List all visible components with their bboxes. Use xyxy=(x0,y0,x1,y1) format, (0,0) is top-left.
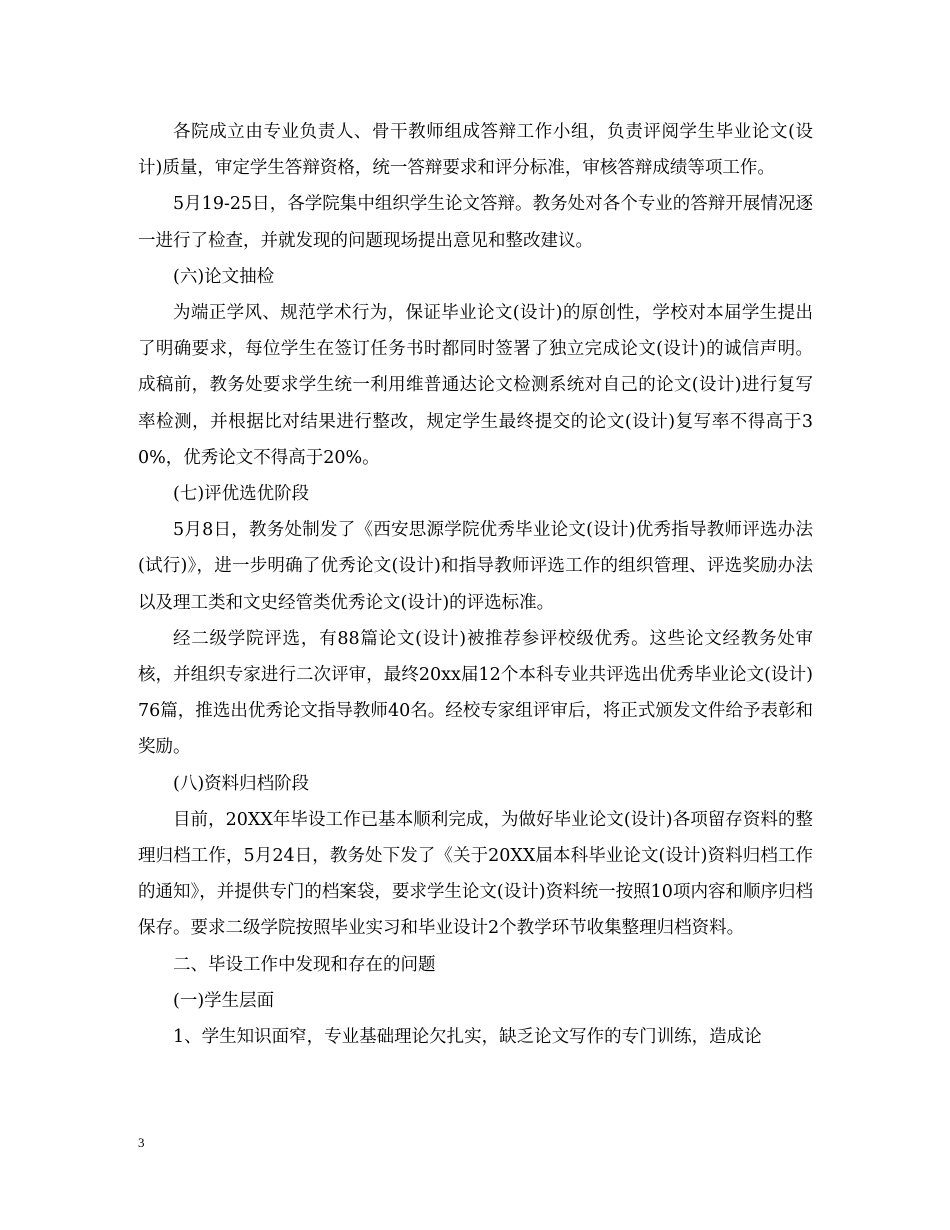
section-heading-problems: 二、毕设工作中发现和存在的问题 xyxy=(173,954,436,975)
paragraph-archiving: 目前，20XX年毕设工作已基本顺利完成，为做好毕业论文(设计)各项留存资料的整理归档工作，5月24日，教务处下发了《关于20XX届本科毕业论文(设计)资料归档工作的通知》，并提供专门的档案袋，要求学生论文(设计)资料统一按照10项内容和顺序归档保存。要求二级学院按照毕业实习和毕业设计2个教学环节收集整理归档资料。 xyxy=(138,809,813,939)
section-heading-excellence-selection: (七)评优选优阶段 xyxy=(173,484,310,505)
section-heading-thesis-check: (六)论文抽检 xyxy=(173,266,275,287)
paragraph-thesis-check: 为端正学风、规范学术行为，保证毕业论文(设计)的原创性，学校对本届学生提出了明确要求，每位学生在签订任务书时都同时签署了独立完成论文(设计)的诚信声明。成稿前，教务处要求学生统一利用维普通达论文检测系统对自己的论文(设计)进行复写率检测，并根据比对结果进行整改，规定学生最终提交的论文(设计)复写率不得高于30%，优秀论文不得高于20%。 xyxy=(138,303,813,468)
paragraph-defense-group: 各院成立由专业负责人、骨干教师组成答辩工作小组，负责评阅学生毕业论文(设计)质量，审定学生答辩资格，统一答辩要求和评分标准，审核答辩成绩等项工作。 xyxy=(138,122,813,179)
paragraph-student-problem-1: 1、学生知识面窄，专业基础理论欠扎实，缺乏论文写作的专门训练，造成论 xyxy=(173,1027,762,1048)
paragraph-defense-schedule: 5月19-25日，各学院集中组织学生论文答辩。教务处对各个专业的答辩开展情况逐一进行了检查，并就发现的问题现场提出意见和整改建议。 xyxy=(138,194,813,251)
paragraph-selection-results: 经二级学院评选，有88篇论文(设计)被推荐参评校级优秀。这些论文经教务处审核，并组织专家进行二次评审，最终20xx届12个本科专业共评选出优秀毕业论文(设计)76篇，推选出优秀论文指导教师40名。经校专家组评审后，将正式颁发文件给予表彰和奖励。 xyxy=(138,628,813,758)
section-heading-archiving: (八)资料归档阶段 xyxy=(173,773,310,794)
paragraph-selection-method: 5月8日，教务处制发了《西安思源学院优秀毕业论文(设计)优秀指导教师评选办法(试行)》，进一步明确了优秀论文(设计)和指导教师评选工作的组织管理、评选奖励办法以及理工类和文史经管类优秀论文(设计)的评选标准。 xyxy=(138,520,813,613)
document-body xyxy=(138,114,813,1055)
section-heading-student-level: (一)学生层面 xyxy=(173,990,275,1011)
page-number: 3 xyxy=(138,1135,145,1150)
